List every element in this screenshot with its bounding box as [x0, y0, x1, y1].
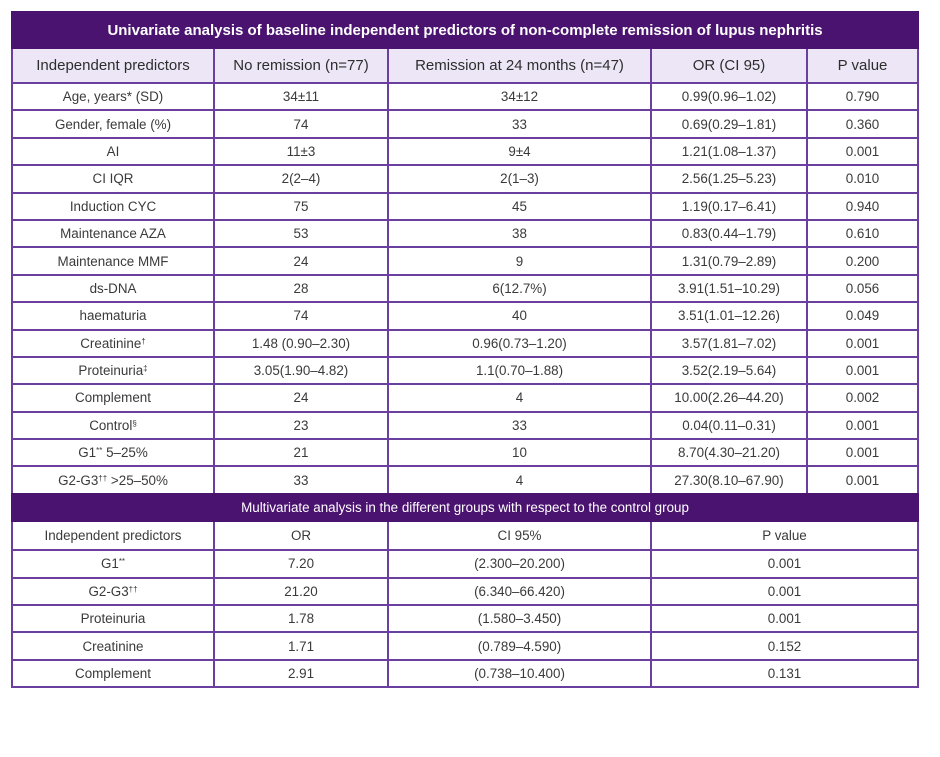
univariate-header-row	[12, 48, 918, 83]
p-value: 0.049	[807, 302, 918, 329]
table-row	[12, 384, 918, 411]
table-row	[12, 83, 918, 110]
multivariate-title: Multivariate analysis in the different groups with respect to the control group	[12, 494, 918, 521]
table-row	[12, 412, 918, 439]
predictor-label	[12, 83, 214, 110]
no-remission-value: 21	[214, 439, 388, 466]
predictor-label	[12, 384, 214, 411]
predictor-label	[12, 330, 214, 357]
table-row	[12, 605, 918, 632]
table-row	[12, 632, 918, 659]
no-remission-value: 28	[214, 275, 388, 302]
no-remission-value: 75	[214, 193, 388, 220]
univariate-title: Univariate analysis of baseline independent predictors of non-complete remission of lupus nephritis	[12, 12, 918, 48]
table-row	[12, 660, 918, 687]
predictor-label	[12, 275, 214, 302]
predictor-name: Creatinine	[82, 638, 144, 654]
no-remission-value: 74	[214, 110, 388, 137]
tables-container	[11, 11, 917, 688]
footnote-marker: †	[141, 336, 146, 346]
no-remission-value: 11±3	[214, 138, 388, 165]
mv-header-p-value: P value	[651, 521, 918, 550]
p-value: 0.001	[807, 357, 918, 384]
or-value: 3.51(1.01–12.26)	[651, 302, 807, 329]
footnote-marker: §	[132, 418, 137, 428]
ci-value: (2.300–20.200)	[388, 550, 651, 577]
no-remission-value: 33	[214, 466, 388, 493]
predictor-name: Induction CYC	[69, 198, 157, 214]
table-row	[12, 193, 918, 220]
table-row	[12, 138, 918, 165]
predictor-label	[12, 632, 214, 659]
remission-value: 4	[388, 466, 651, 493]
univariate-table	[11, 11, 919, 495]
table-row	[12, 578, 918, 605]
p-value: 0.152	[651, 632, 918, 659]
or-value: 0.04(0.11–0.31)	[651, 412, 807, 439]
predictor-name: ds-DNA	[89, 280, 137, 296]
multivariate-body	[12, 550, 918, 687]
or-value: 0.69(0.29–1.81)	[651, 110, 807, 137]
predictor-label	[12, 138, 214, 165]
p-value: 0.001	[651, 550, 918, 577]
p-value: 0.001	[651, 578, 918, 605]
or-value: 1.19(0.17–6.41)	[651, 193, 807, 220]
predictor-label	[12, 412, 214, 439]
remission-value: 34±12	[388, 83, 651, 110]
p-value: 0.001	[651, 605, 918, 632]
predictor-label	[12, 193, 214, 220]
predictor-name: Maintenance MMF	[57, 253, 169, 269]
table-row	[12, 165, 918, 192]
remission-value: 10	[388, 439, 651, 466]
predictor-name: Control	[89, 417, 133, 433]
remission-value: 33	[388, 412, 651, 439]
predictor-name: Proteinuria	[80, 611, 146, 627]
predictor-name: Creatinine	[80, 335, 142, 351]
predictor-label	[12, 550, 214, 577]
predictor-name: G1	[78, 445, 97, 461]
predictor-name: Age, years* (SD)	[62, 89, 164, 105]
mv-header-ci: CI 95%	[388, 521, 651, 550]
remission-value: 4	[388, 384, 651, 411]
footnote-marker: **	[96, 446, 103, 456]
p-value: 0.200	[807, 247, 918, 274]
mv-header-independent-predictors: Independent predictors	[12, 521, 214, 550]
predictor-label	[12, 466, 214, 493]
p-value: 0.001	[807, 412, 918, 439]
no-remission-value: 53	[214, 220, 388, 247]
table-row	[12, 466, 918, 493]
table-row	[12, 439, 918, 466]
or-value: 1.31(0.79–2.89)	[651, 247, 807, 274]
p-value: 0.010	[807, 165, 918, 192]
or-value: 27.30(8.10–67.90)	[651, 466, 807, 493]
or-value: 7.20	[214, 550, 388, 577]
predictor-name: Proteinuria	[78, 363, 144, 379]
header-independent-predictors: Independent predictors	[12, 48, 214, 83]
predictor-name: Complement	[75, 666, 151, 681]
predictor-label	[12, 357, 214, 384]
remission-value: 9	[388, 247, 651, 274]
or-value: 3.52(2.19–5.64)	[651, 357, 807, 384]
remission-value: 1.1(0.70–1.88)	[388, 357, 651, 384]
or-value: 1.21(1.08–1.37)	[651, 138, 807, 165]
table-row	[12, 247, 918, 274]
no-remission-value: 74	[214, 302, 388, 329]
table-row	[12, 110, 918, 137]
p-value: 0.610	[807, 220, 918, 247]
predictor-label	[12, 220, 214, 247]
remission-value: 38	[388, 220, 651, 247]
no-remission-value: 24	[214, 384, 388, 411]
predictor-name: G1	[100, 556, 119, 572]
header-p-value: P value	[807, 48, 918, 83]
predictor-label	[12, 578, 214, 605]
predictor-name: G2-G3	[88, 583, 129, 599]
mv-header-or: OR	[214, 521, 388, 550]
remission-value: 45	[388, 193, 651, 220]
or-value: 1.78	[214, 605, 388, 632]
p-value: 0.002	[807, 384, 918, 411]
multivariate-header-row	[12, 521, 918, 550]
predictor-suffix: 5–25%	[102, 445, 148, 461]
footnote-marker: ††	[128, 584, 138, 594]
predictor-label	[12, 302, 214, 329]
p-value: 0.360	[807, 110, 918, 137]
no-remission-value: 3.05(1.90–4.82)	[214, 357, 388, 384]
predictor-name: haematuria	[79, 308, 147, 324]
table-row	[12, 330, 918, 357]
table-row	[12, 275, 918, 302]
predictor-name: G2-G3	[58, 472, 99, 488]
or-value: 10.00(2.26–44.20)	[651, 384, 807, 411]
or-value: 8.70(4.30–21.20)	[651, 439, 807, 466]
ci-value: (6.340–66.420)	[388, 578, 651, 605]
p-value: 0.056	[807, 275, 918, 302]
ci-value: (1.580–3.450)	[388, 605, 651, 632]
predictor-name: Maintenance AZA	[60, 226, 166, 242]
predictor-label	[12, 605, 214, 632]
or-value: 0.99(0.96–1.02)	[651, 83, 807, 110]
ci-value: (0.738–10.400)	[388, 660, 651, 687]
header-remission: Remission at 24 months (n=47)	[388, 48, 651, 83]
table-row	[12, 550, 918, 577]
remission-value: 0.96(0.73–1.20)	[388, 330, 651, 357]
predictor-name: Complement	[75, 390, 151, 406]
ci-value: (0.789–4.590)	[388, 632, 651, 659]
predictor-suffix: >25–50%	[107, 472, 168, 488]
predictor-label	[12, 660, 214, 687]
p-value: 0.131	[651, 660, 918, 687]
predictor-label	[12, 165, 214, 192]
or-value: 1.71	[214, 632, 388, 659]
predictor-name: Gender, female (%)	[54, 116, 172, 132]
no-remission-value: 1.48 (0.90–2.30)	[214, 330, 388, 357]
footnote-marker: ††	[98, 473, 108, 483]
predictor-name: AI	[106, 143, 120, 159]
remission-value: 9±4	[388, 138, 651, 165]
no-remission-value: 34±11	[214, 83, 388, 110]
or-value: 21.20	[214, 578, 388, 605]
header-or: OR (CI 95)	[651, 48, 807, 83]
footnote-marker: **	[118, 557, 126, 567]
remission-value: 33	[388, 110, 651, 137]
or-value: 2.56(1.25–5.23)	[651, 165, 807, 192]
p-value: 0.001	[807, 466, 918, 493]
p-value: 0.001	[807, 138, 918, 165]
no-remission-value: 2(2–4)	[214, 165, 388, 192]
predictor-name: CI IQR	[92, 171, 134, 187]
table-row	[12, 357, 918, 384]
no-remission-value: 23	[214, 412, 388, 439]
p-value: 0.940	[807, 193, 918, 220]
table-row	[12, 302, 918, 329]
remission-value: 2(1–3)	[388, 165, 651, 192]
footnote-marker: ‡	[143, 364, 148, 374]
p-value: 0.790	[807, 83, 918, 110]
multivariate-table	[11, 493, 919, 688]
header-no-remission: No remission (n=77)	[214, 48, 388, 83]
remission-value: 40	[388, 302, 651, 329]
or-value: 3.91(1.51–10.29)	[651, 275, 807, 302]
predictor-label	[12, 439, 214, 466]
no-remission-value: 24	[214, 247, 388, 274]
predictor-label	[12, 247, 214, 274]
table-row	[12, 220, 918, 247]
or-value: 0.83(0.44–1.79)	[651, 220, 807, 247]
univariate-body	[12, 83, 918, 494]
predictor-label	[12, 110, 214, 137]
or-value: 2.91	[214, 660, 388, 687]
remission-value: 6(12.7%)	[388, 275, 651, 302]
p-value: 0.001	[807, 439, 918, 466]
or-value: 3.57(1.81–7.02)	[651, 330, 807, 357]
p-value: 0.001	[807, 330, 918, 357]
